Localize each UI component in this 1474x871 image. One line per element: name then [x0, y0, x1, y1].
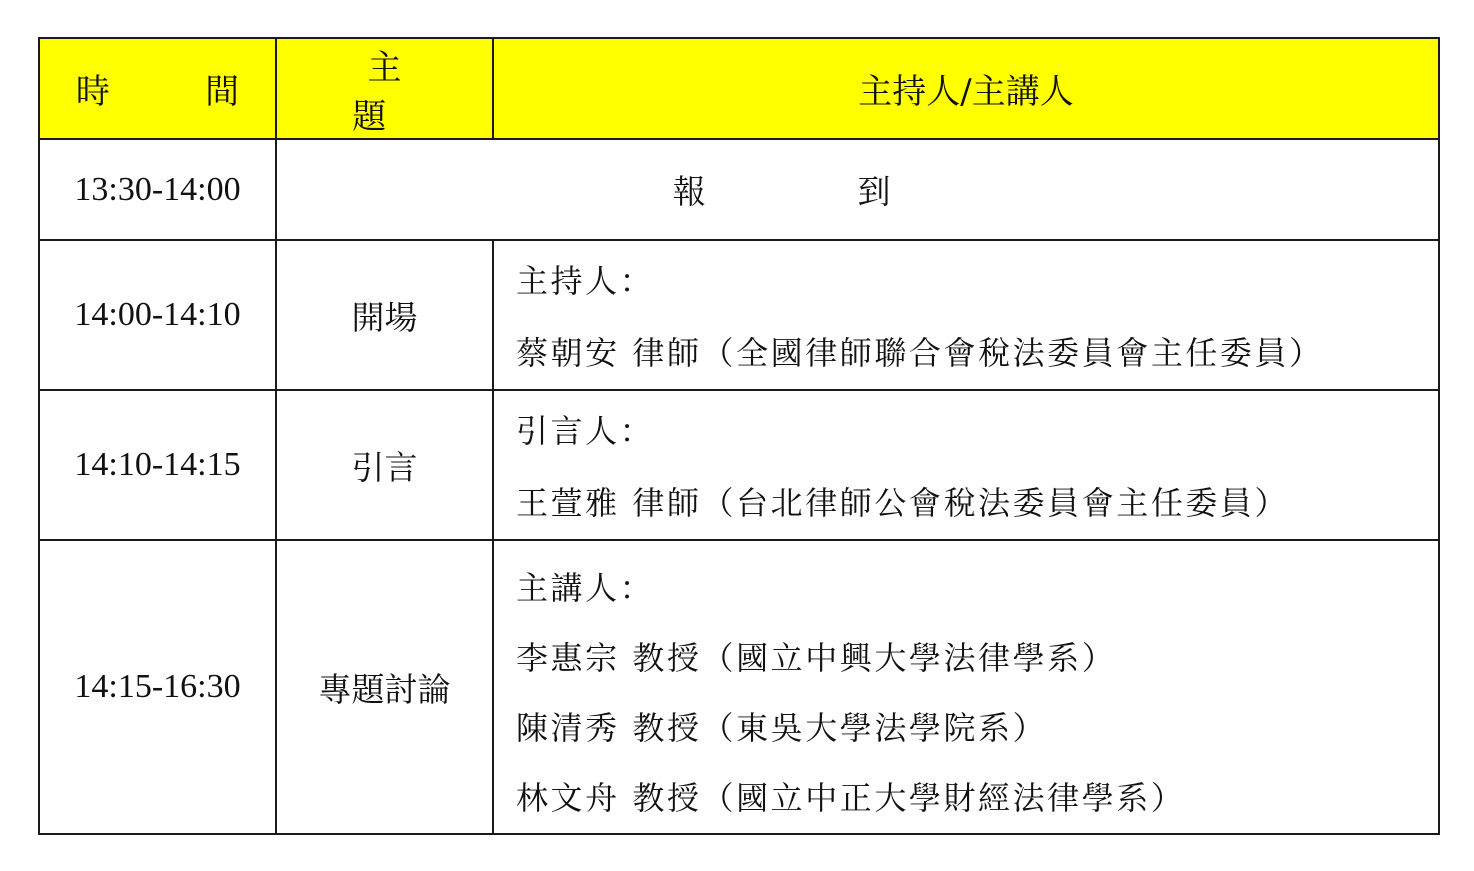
- host-cell: [493, 390, 1439, 540]
- topic-cell: 專題討論: [276, 540, 493, 834]
- topic-cell: 開場: [276, 240, 493, 390]
- agenda-table: [38, 37, 1440, 835]
- topic-cell: 引言: [276, 390, 493, 540]
- person-line: 王萱雅 律師（台北律師公會稅法委員會主任委員）: [516, 484, 1290, 522]
- host-cell: [493, 540, 1439, 834]
- header-time: 時 間: [39, 38, 276, 139]
- person-line: 李惠宗 教授（國立中興大學法律學系）: [516, 639, 1117, 677]
- table-row: [39, 540, 1439, 834]
- time-cell: 14:10-14:15: [39, 390, 276, 540]
- host-cell: [493, 240, 1439, 390]
- person-line: 蔡朝安 律師（全國律師聯合會稅法委員會主任委員）: [516, 334, 1324, 372]
- person-line: 陳清秀 教授（東吳大學法學院系）: [516, 709, 1048, 747]
- person-line: 林文舟 教授（國立中正大學財經法律學系）: [516, 779, 1186, 817]
- table-row: [39, 390, 1439, 540]
- time-cell: 13:30-14:00: [39, 139, 276, 240]
- role-label: 主持人：: [516, 262, 655, 300]
- table-row: [39, 240, 1439, 390]
- header-host: 主持人/主講人: [493, 38, 1439, 139]
- checkin-cell: 報到: [276, 139, 1439, 240]
- role-label: 引言人：: [516, 412, 655, 450]
- header-row: [39, 38, 1439, 139]
- time-cell: 14:15-16:30: [39, 540, 276, 834]
- role-label: 主講人：: [516, 569, 655, 607]
- time-cell: 14:00-14:10: [39, 240, 276, 390]
- header-topic: 主 題: [276, 38, 493, 139]
- table-row: [39, 139, 1439, 240]
